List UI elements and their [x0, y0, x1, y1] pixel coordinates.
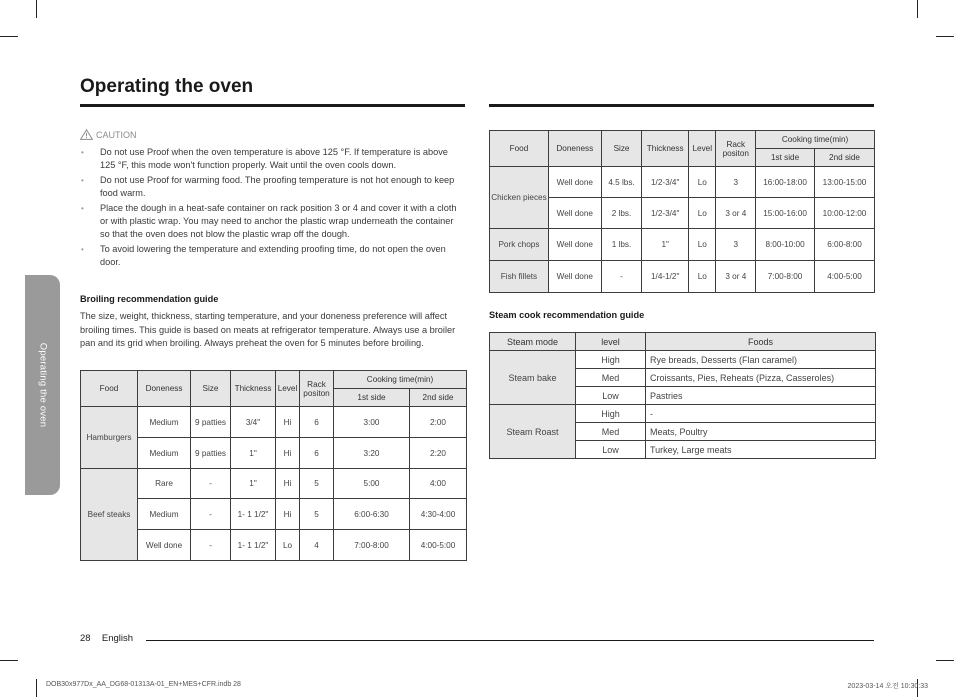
second-side-cell: 4:30-4:00	[410, 499, 467, 530]
first-side-cell: 16:00-18:00	[756, 167, 815, 198]
second-side-cell: 6:00-8:00	[815, 229, 875, 261]
level-cell: Lo	[689, 198, 716, 229]
page-number: 28	[80, 633, 91, 644]
col-steam-mode: Steam mode	[490, 333, 576, 351]
page-language: English	[101, 633, 134, 644]
steam-mode-cell: Steam Roast	[490, 405, 576, 459]
col-size: Size	[601, 131, 642, 167]
col-doneness: Doneness	[138, 371, 191, 407]
food-cell: Hamburgers	[81, 407, 138, 469]
size-cell: 4.5 lbs.	[601, 167, 642, 198]
caution-item: • To avoid lowering the temperature and extending proofing time, do not open the oven door.	[80, 243, 465, 270]
steam-level-cell: Med	[576, 423, 646, 441]
title-rule-right	[489, 104, 874, 107]
size-cell: -	[191, 499, 231, 530]
second-side-cell: 10:00-12:00	[815, 198, 875, 229]
size-cell: 9 patties	[191, 407, 231, 438]
size-cell: -	[191, 469, 231, 499]
thickness-cell: 1/4-1/2"	[642, 261, 689, 293]
steam-foods-cell: -	[646, 405, 876, 423]
first-side-cell: 5:00	[334, 469, 410, 499]
food-cell: Fish fillets	[490, 261, 549, 293]
thickness-cell: 1/2-3/4"	[642, 198, 689, 229]
level-cell: Lo	[689, 261, 716, 293]
rack-cell: 4	[300, 530, 334, 561]
steam-foods-cell: Pastries	[646, 387, 876, 405]
second-side-cell: 13:00-15:00	[815, 167, 875, 198]
first-side-cell: 6:00-6:30	[334, 499, 410, 530]
crop-mark	[36, 0, 37, 18]
table-row	[490, 167, 875, 198]
col-cooking-time: Cooking time(min)	[334, 371, 467, 389]
second-side-cell: 2:20	[410, 438, 467, 469]
col-cooking-time: Cooking time(min)	[756, 131, 875, 149]
caution-label: CAUTION	[96, 129, 137, 140]
broil-heading: Broiling recommendation guide	[80, 294, 219, 304]
crop-mark	[0, 36, 18, 37]
rack-cell: 5	[300, 469, 334, 499]
crop-mark	[917, 0, 918, 18]
broil-table-right	[489, 130, 875, 293]
doneness-cell: Well done	[548, 198, 601, 229]
crop-mark	[936, 36, 954, 37]
food-cell: Beef steaks	[81, 469, 138, 561]
doneness-cell: Well done	[548, 167, 601, 198]
caution-item: • Do not use Proof for warming food. The proofing temperature is not hot enough to keep food warm.	[80, 174, 465, 201]
thickness-cell: 1/2-3/4"	[642, 167, 689, 198]
col-steam-level: level	[576, 333, 646, 351]
rack-cell: 3 or 4	[716, 198, 756, 229]
first-side-cell: 8:00-10:00	[756, 229, 815, 261]
broil-intro: The size, weight, thickness, starting temperature, and your doneness preference will affect broiling times. This guide is based on meats at refrigerator temperature. Always use a broiler pan and its grid when broiling. Always preheat the oven for 5 minutes before broiling.	[80, 311, 456, 349]
rack-cell: 3 or 4	[716, 261, 756, 293]
table-row	[490, 351, 876, 369]
table-row	[81, 469, 467, 499]
col-rack: Rack positon	[716, 131, 756, 167]
size-cell: 2 lbs.	[601, 198, 642, 229]
caution-item: • Do not use Proof when the oven temperature is above 125 °F. If temperature is above 125 °F, this mode won't function properly. Wait until the oven cools down.	[80, 146, 465, 173]
steam-mode-cell: Steam bake	[490, 351, 576, 405]
imprint-file: DOB30x977Dx_AA_DG68-01313A-01_EN+MES+CFR.indb 28	[46, 681, 241, 688]
steam-level-cell: Low	[576, 441, 646, 459]
level-cell: Hi	[276, 438, 300, 469]
first-side-cell: 7:00-8:00	[756, 261, 815, 293]
caution-heading	[80, 129, 137, 140]
section-side-tab	[25, 275, 60, 495]
table-row	[490, 261, 875, 293]
size-cell: -	[191, 530, 231, 561]
steam-level-cell: Med	[576, 369, 646, 387]
col-second-side: 2nd side	[410, 389, 467, 407]
imprint-date: 2023-03-14 오전 10:30:33	[847, 683, 928, 690]
rack-cell: 5	[300, 499, 334, 530]
crop-mark	[0, 660, 18, 661]
second-side-cell: 4:00-5:00	[815, 261, 875, 293]
rack-cell: 3	[716, 229, 756, 261]
steam-heading: Steam cook recommendation guide	[489, 310, 645, 320]
crop-mark	[936, 660, 954, 661]
level-cell: Lo	[689, 229, 716, 261]
first-side-cell: 15:00-16:00	[756, 198, 815, 229]
rack-cell: 6	[300, 407, 334, 438]
col-thickness: Thickness	[231, 371, 276, 407]
caution-item: • Place the dough in a heat-safe container on rack position 3 or 4 and cover it with a cloth or with plastic wrap. You may need to anchor the plastic wrap underneath the container so that the oven does not blow the plastic wrap off the dough.	[80, 202, 465, 242]
broil-table-left	[80, 370, 467, 561]
thickness-cell: 1- 1 1/2"	[231, 530, 276, 561]
first-side-cell: 3:00	[334, 407, 410, 438]
second-side-cell: 2:00	[410, 407, 467, 438]
rack-cell: 6	[300, 438, 334, 469]
col-steam-foods: Foods	[646, 333, 876, 351]
steam-level-cell: High	[576, 351, 646, 369]
table-row	[81, 530, 467, 561]
food-cell: Pork chops	[490, 229, 549, 261]
page-title: Operating the oven	[80, 76, 254, 97]
doneness-cell: Medium	[138, 407, 191, 438]
rack-cell: 3	[716, 167, 756, 198]
steam-table	[489, 332, 876, 459]
col-rack: Rack positon	[300, 371, 334, 407]
level-cell: Hi	[276, 499, 300, 530]
doneness-cell: Well done	[138, 530, 191, 561]
level-cell: Hi	[276, 469, 300, 499]
second-side-cell: 4:00-5:00	[410, 530, 467, 561]
food-cell: Chicken pieces	[490, 167, 549, 229]
steam-foods-cell: Croissants, Pies, Reheats (Pizza, Casseroles)	[646, 369, 876, 387]
doneness-cell: Well done	[548, 261, 601, 293]
steam-foods-cell: Rye breads, Desserts (Flan caramel)	[646, 351, 876, 369]
size-cell: -	[601, 261, 642, 293]
table-row	[490, 405, 876, 423]
col-doneness: Doneness	[548, 131, 601, 167]
level-cell: Lo	[276, 530, 300, 561]
doneness-cell: Rare	[138, 469, 191, 499]
table-row	[490, 229, 875, 261]
page-footer	[80, 633, 133, 644]
side-tab-label: Operating the oven	[37, 342, 48, 428]
table-row	[81, 438, 467, 469]
steam-foods-cell: Turkey, Large meats	[646, 441, 876, 459]
size-cell: 9 patties	[191, 438, 231, 469]
doneness-cell: Medium	[138, 438, 191, 469]
thickness-cell: 1"	[231, 469, 276, 499]
steam-level-cell: High	[576, 405, 646, 423]
thickness-cell: 1- 1 1/2"	[231, 499, 276, 530]
table-row	[81, 407, 467, 438]
caution-list	[80, 146, 465, 271]
crop-mark	[36, 679, 37, 697]
col-food: Food	[490, 131, 549, 167]
second-side-cell: 4:00	[410, 469, 467, 499]
thickness-cell: 1"	[231, 438, 276, 469]
warning-icon	[80, 129, 93, 140]
col-thickness: Thickness	[642, 131, 689, 167]
table-row	[81, 499, 467, 530]
steam-foods-cell: Meats, Poultry	[646, 423, 876, 441]
col-level: Level	[276, 371, 300, 407]
steam-level-cell: Low	[576, 387, 646, 405]
doneness-cell: Well done	[548, 229, 601, 261]
thickness-cell: 1"	[642, 229, 689, 261]
col-level: Level	[689, 131, 716, 167]
doneness-cell: Medium	[138, 499, 191, 530]
size-cell: 1 lbs.	[601, 229, 642, 261]
col-size: Size	[191, 371, 231, 407]
title-rule-left	[80, 104, 465, 107]
footer-rule	[146, 640, 874, 641]
thickness-cell: 3/4"	[231, 407, 276, 438]
level-cell: Hi	[276, 407, 300, 438]
level-cell: Lo	[689, 167, 716, 198]
col-first-side: 1st side	[334, 389, 410, 407]
first-side-cell: 7:00-8:00	[334, 530, 410, 561]
first-side-cell: 3:20	[334, 438, 410, 469]
col-food: Food	[81, 371, 138, 407]
col-first-side: 1st side	[756, 149, 815, 167]
col-second-side: 2nd side	[815, 149, 875, 167]
